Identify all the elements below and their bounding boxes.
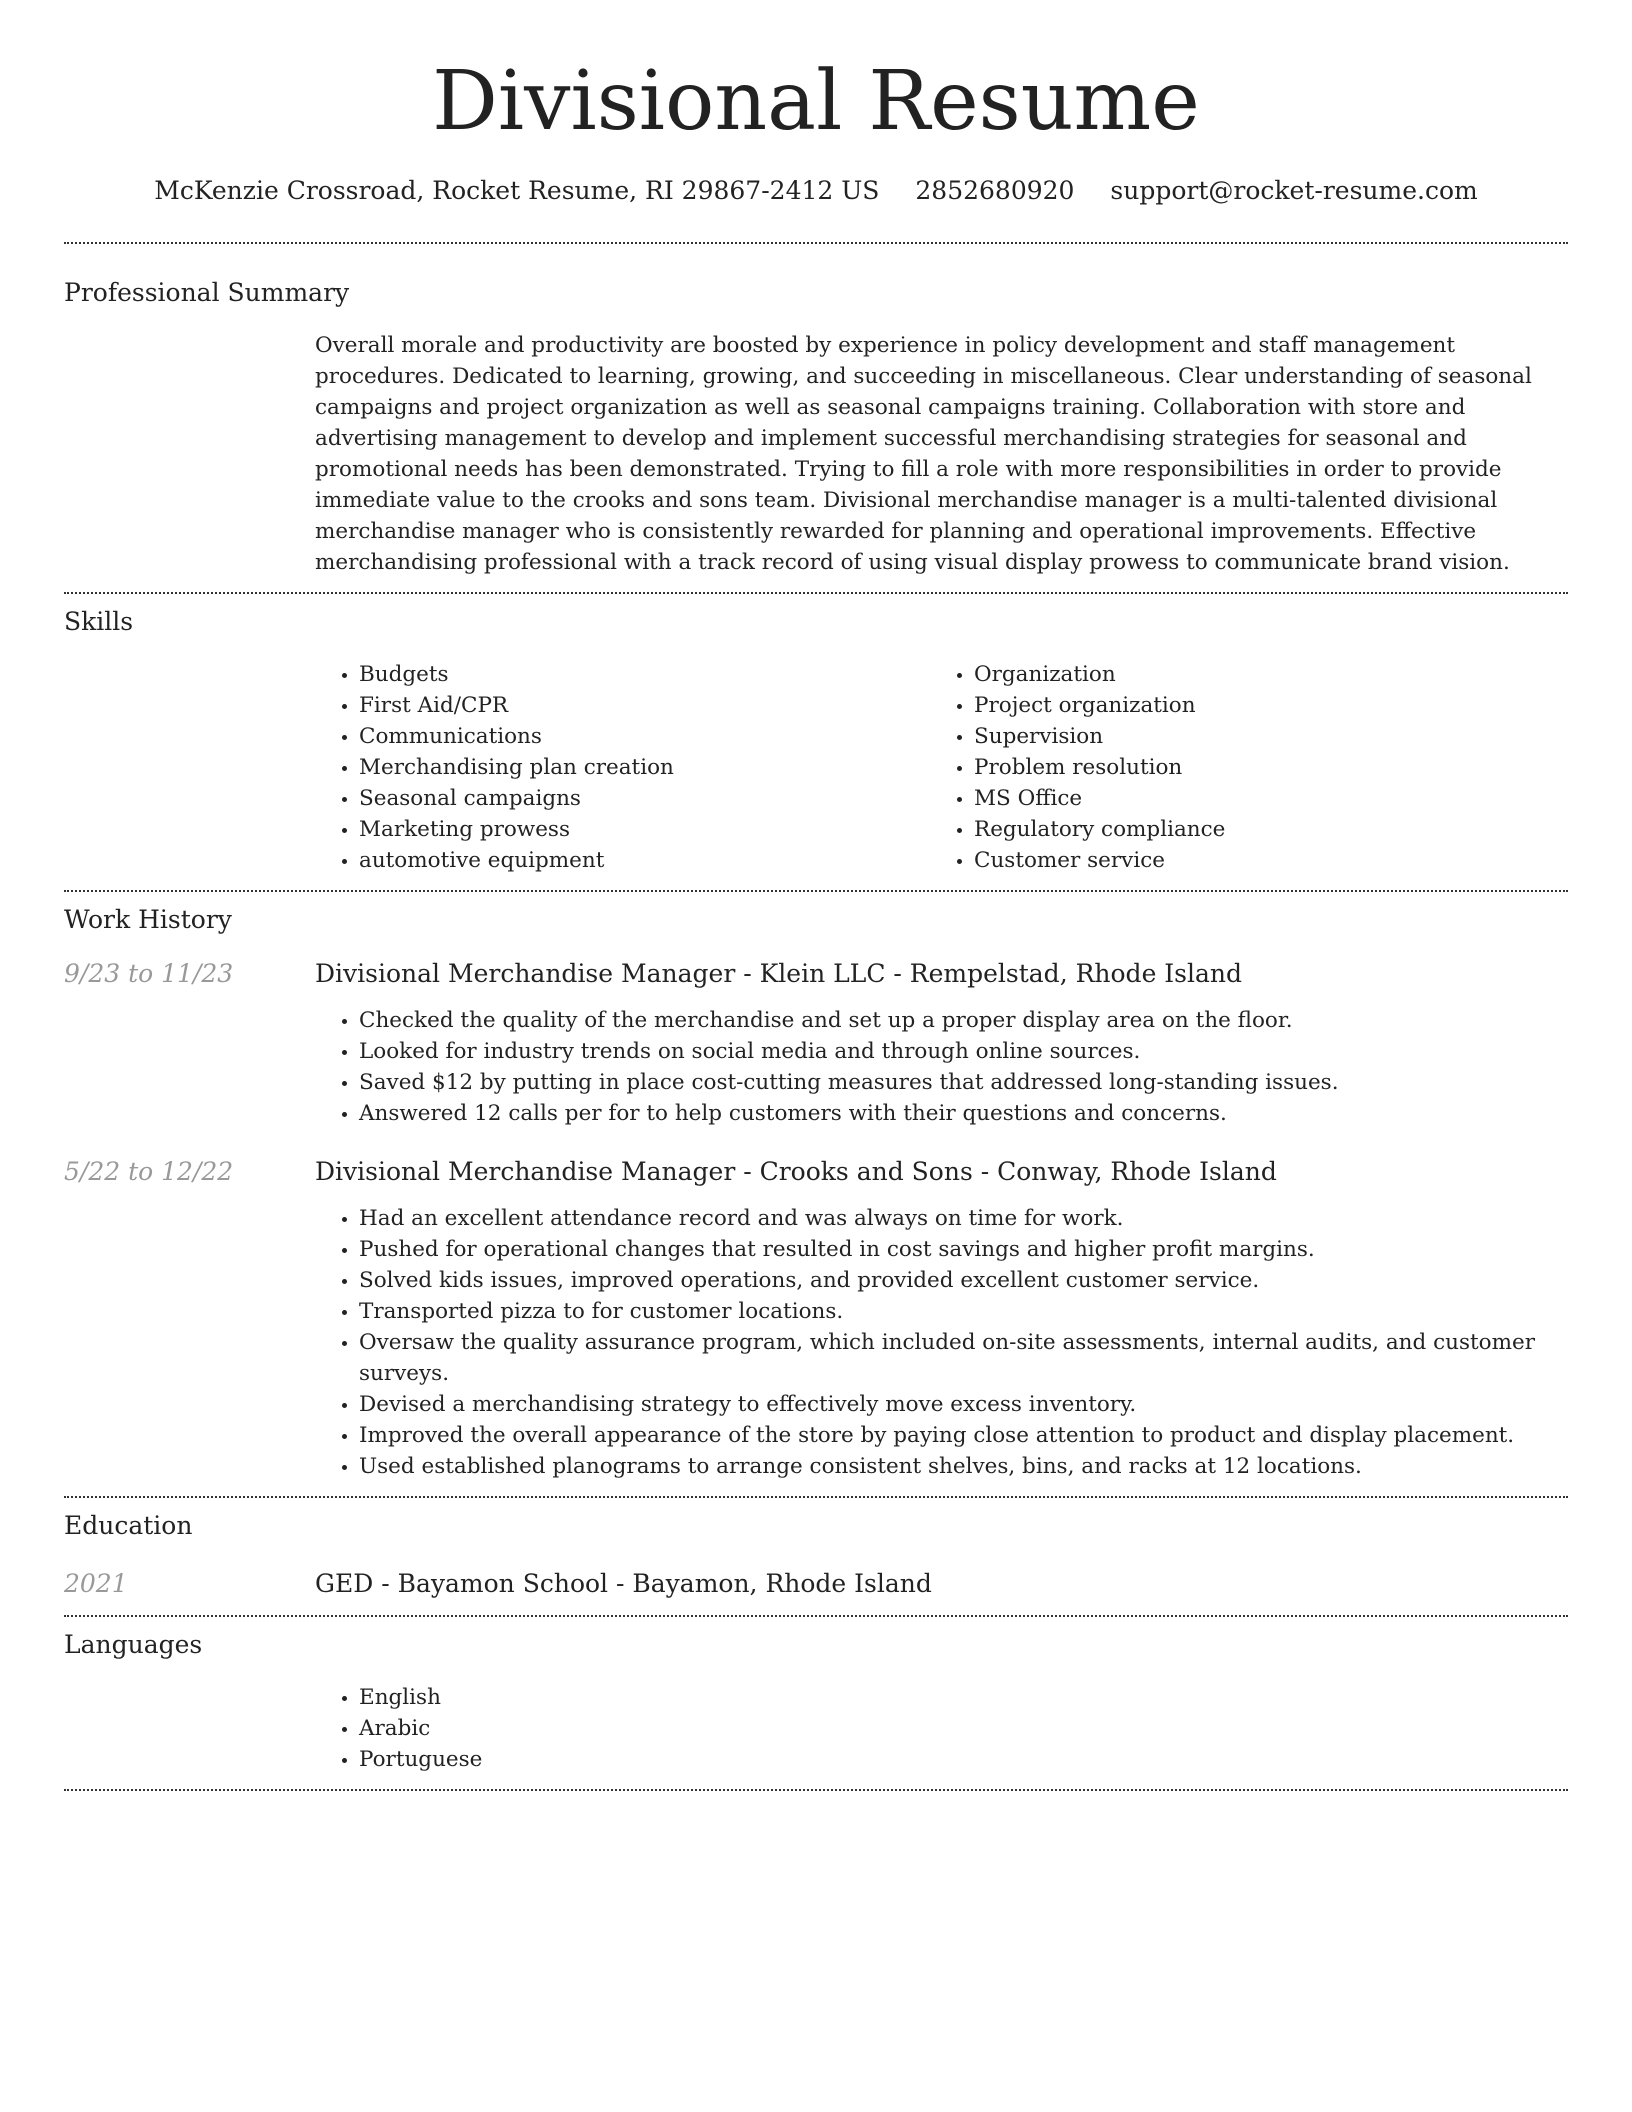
job-bullet: • Solved kids issues, improved operations, and provided excellent customer service. [359,1265,1568,1296]
job-bullet: • Improved the overall appearance of the store by paying close attention to product and display placement. [359,1420,1568,1451]
summary-title: Professional Summary [64,278,350,307]
education-date: 2021 [64,1569,128,1598]
work-section [64,892,1568,1496]
skill-item: • MS Office [974,783,1545,814]
skill-item: • Communications [359,721,930,752]
languages-list [315,1682,1568,1775]
job-entry [64,1155,1568,1482]
education-section [64,1498,1568,1615]
languages-title: Languages [64,1630,203,1659]
language-item: • English [359,1682,1568,1713]
job-bullet: • Had an excellent attendance record and was always on time for work. [359,1203,1568,1234]
job-bullet: • Oversaw the quality assurance program, which included on-site assessments, internal audits, and customer surveys. [359,1327,1568,1389]
job-date: 9/23 to 11/23 [64,959,234,988]
job-bullets [315,1203,1568,1482]
skills-left-spacer [64,659,315,876]
education-title: Education [64,1511,193,1540]
contact-phone: 2852680920 [915,176,1075,205]
skills-list-left [315,659,930,876]
resume-title: Divisional Resume [432,54,1200,149]
skills-columns [315,659,1568,876]
language-item: • Arabic [359,1713,1568,1744]
divider [64,1789,1568,1791]
skills-title: Skills [64,607,134,636]
job-bullet: • Looked for industry trends on social media and through online sources. [359,1036,1568,1067]
skill-item: • Organization [974,659,1545,690]
summary-section [64,244,1568,592]
language-item: • Portuguese [359,1744,1568,1775]
skills-list-right [930,659,1545,876]
skill-item: • Seasonal campaigns [359,783,930,814]
job-heading: Divisional Merchandise Manager - Klein LLC - Rempelstad, Rhode Island [315,959,1243,988]
skill-item: • Project organization [974,690,1545,721]
skill-item: • First Aid/CPR [359,690,930,721]
contact-address: McKenzie Crossroad, Rocket Resume, RI 29867-2412 US [154,176,880,205]
skill-item: • Supervision [974,721,1545,752]
summary-text: Overall morale and productivity are boosted by experience in policy development and staff management procedures. Dedicated to learning, growing, and succeeding in miscellaneous. Clear understanding of seasonal campaigns and project organization as well as seasonal campaigns training. Collaboration with store and advertising management to develop and implement successful merchandising strategies for seasonal and promotional needs has been demonstrated. Trying to fill a role with more responsibilities in order to provide immediate value to the crooks and sons team. Divisional merchandise manager is a multi-talented divisional merchandise manager who is consistently rewarded for planning and operational improvements. Effective merchandising professional with a track record of using visual display prowess to communicate brand vision. [315,333,1532,575]
job-bullet: • Pushed for operational changes that resulted in cost savings and higher profit margins. [359,1234,1568,1265]
contact-line [64,174,1568,208]
skill-item: • Marketing prowess [359,814,930,845]
job-bullet: • Transported pizza to for customer locations. [359,1296,1568,1327]
job-bullet: • Answered 12 calls per for to help customers with their questions and concerns. [359,1098,1568,1129]
work-title: Work History [64,905,232,934]
education-heading: GED - Bayamon School - Bayamon, Rhode Island [315,1569,932,1598]
contact-email: support@rocket-resume.com [1110,176,1478,205]
job-bullet: • Devised a merchandising strategy to effectively move excess inventory. [359,1389,1568,1420]
job-date: 5/22 to 12/22 [64,1157,234,1186]
skill-item: • Problem resolution [974,752,1545,783]
skill-item: • Merchandising plan creation [359,752,930,783]
skill-item: • Budgets [359,659,930,690]
skills-section [64,594,1568,890]
job-heading: Divisional Merchandise Manager - Crooks and Sons - Conway, Rhode Island [315,1157,1277,1186]
skill-item: • Customer service [974,845,1545,876]
skill-item: • Regulatory compliance [974,814,1545,845]
job-bullet: • Saved $12 by putting in place cost-cutting measures that addressed long-standing issues. [359,1067,1568,1098]
job-bullet: • Used established planograms to arrange consistent shelves, bins, and racks at 12 locations. [359,1451,1568,1482]
summary-left-spacer [64,330,315,578]
job-entry [64,957,1568,1129]
skill-item: • automotive equipment [359,845,930,876]
languages-section [64,1617,1568,1789]
job-bullet: • Checked the quality of the merchandise and set up a proper display area on the floor. [359,1005,1568,1036]
job-bullets [315,1005,1568,1129]
